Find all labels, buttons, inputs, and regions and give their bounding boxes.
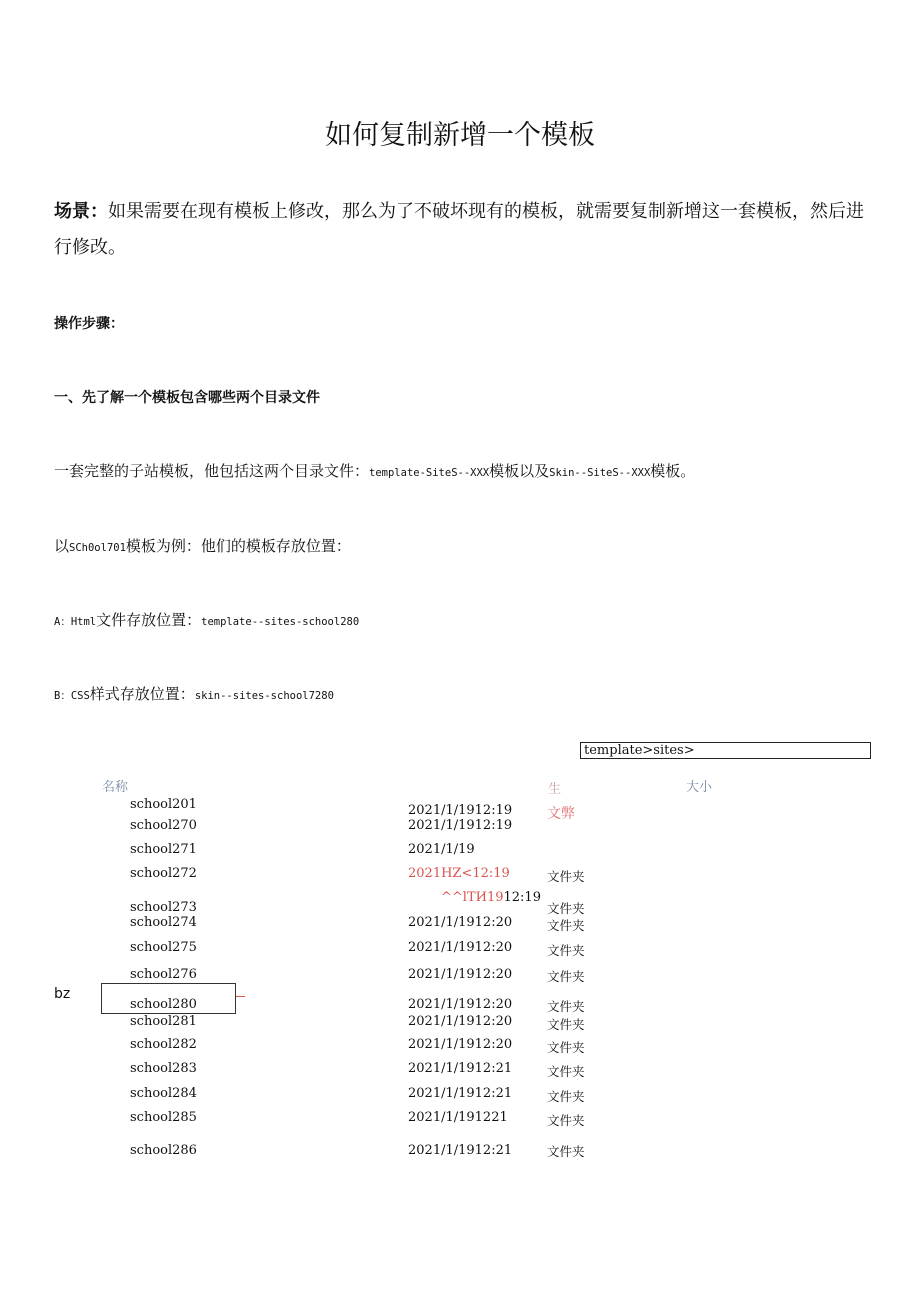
file-row-name[interactable]: school272 (130, 866, 197, 881)
template-description (54, 460, 695, 481)
file-row-date: 2021HZ<12:19 (408, 866, 510, 881)
line4-mid: 样式存放位置： (89, 685, 195, 703)
example-line (54, 535, 351, 556)
column-header-size[interactable]: 大小 (686, 780, 713, 795)
file-row-date: 2021/1/1912:21 (408, 1086, 513, 1101)
file-row-date: 2021/1/1912:20 (408, 967, 513, 982)
file-row-date (441, 890, 541, 905)
file-row-type: 文件夹 (547, 943, 585, 958)
css-path-code: skin--sites-school7280 (194, 690, 334, 702)
file-row-date: 2021/1/1912:19 (408, 818, 513, 833)
file-row-date: 2021/1/1912:20 (408, 940, 513, 955)
scene-paragraph (54, 194, 864, 266)
file-row-type: 文件夹 (547, 1113, 585, 1128)
line1-post: 模板。 (650, 462, 696, 480)
line1-mid: 模板以及 (489, 462, 550, 480)
file-row-type: 文件夹 (547, 901, 585, 916)
file-row-date: 2021/1/1912:21 (408, 1143, 513, 1158)
red-dash-mark (236, 996, 245, 997)
page-title: 如何复制新增一个模板 (325, 120, 595, 151)
file-row-date: 2021/1/19 (408, 842, 475, 857)
file-row-name[interactable]: school284 (130, 1086, 197, 1101)
file-row-name[interactable]: school201 (130, 797, 197, 812)
file-row-name[interactable]: school286 (130, 1143, 197, 1158)
file-row-type: 文件夹 (547, 918, 585, 933)
file-row-date: 2021/1/191221 (408, 1110, 508, 1125)
skin-dir-code: Skin--SiteS--XXX (549, 467, 651, 479)
file-row-type: 文件夹 (547, 869, 585, 884)
garbled-date-part: ^^lTИ19 (441, 890, 504, 905)
scene-text: 如果需要在现有模板上修改，那么为了不破坏现有的模板，就需要复制新增这一套模板，然后进行修改。 (54, 201, 864, 258)
file-row-name-selected[interactable]: school280 (130, 997, 197, 1012)
file-row-type: 文件夹 (547, 1064, 585, 1079)
line3-pre: A：Html (54, 616, 97, 628)
section-heading: 一、先了解一个模板包含哪些两个目录文件 (54, 390, 320, 406)
file-row-name[interactable]: school275 (130, 940, 197, 955)
file-row-date: 2021/1/1912:19 (408, 803, 513, 818)
html-location-line (54, 609, 359, 630)
html-path-code: template--sites-school280 (201, 616, 360, 628)
file-row-name[interactable]: school270 (130, 818, 197, 833)
steps-heading: 操作步骤： (54, 316, 124, 332)
file-row-type: 文件夹 (547, 969, 585, 984)
file-row-name[interactable]: school274 (130, 915, 197, 930)
file-row-name[interactable]: school276 (130, 967, 197, 982)
line4-pre: B：CSS (54, 690, 90, 702)
file-row-name[interactable]: school281 (130, 1014, 197, 1029)
file-row-date: 2021/1/1912:21 (408, 1061, 513, 1076)
file-row-date: 2021/1/1912:20 (408, 1014, 513, 1029)
file-row-name[interactable]: school285 (130, 1110, 197, 1125)
column-header-name[interactable]: 名称 (102, 780, 129, 795)
file-row-type: 文件夹 (547, 1017, 585, 1032)
file-row-name[interactable]: school282 (130, 1037, 197, 1052)
line1-pre: 一套完整的子站模板，他包括这两个目录文件： (54, 462, 370, 480)
css-location-line (54, 683, 334, 704)
file-row-type: 文弊 (547, 806, 575, 822)
file-row-date: 2021/1/1912:20 (408, 997, 513, 1012)
file-row-name[interactable]: school271 (130, 842, 197, 857)
example-code: SCh0ol701 (69, 542, 126, 554)
file-row-name[interactable]: school283 (130, 1061, 197, 1076)
scene-label: 场景： (54, 201, 108, 222)
file-row-type: 文件夹 (547, 1040, 585, 1055)
column-header-type[interactable]: 生 (548, 782, 562, 797)
line2-pre: 以 (54, 537, 70, 555)
file-row-type: 文件夹 (547, 999, 585, 1014)
file-row-date: 2021/1/1912:20 (408, 1037, 513, 1052)
side-label: bz (54, 986, 71, 1002)
address-bar[interactable]: template>sites> (580, 742, 871, 759)
date-time-part: 12:19 (503, 890, 541, 905)
line2-post: 模板为例：他们的模板存放位置： (125, 537, 351, 555)
file-row-name[interactable]: school273 (130, 900, 197, 915)
file-row-date: 2021/1/1912:20 (408, 915, 513, 930)
file-row-type: 文件夹 (547, 1144, 585, 1159)
file-row-type: 文件夹 (547, 1089, 585, 1104)
template-dir-code: template-SiteS--XXX (369, 467, 490, 479)
line3-mid: 文件存放位置： (96, 611, 202, 629)
